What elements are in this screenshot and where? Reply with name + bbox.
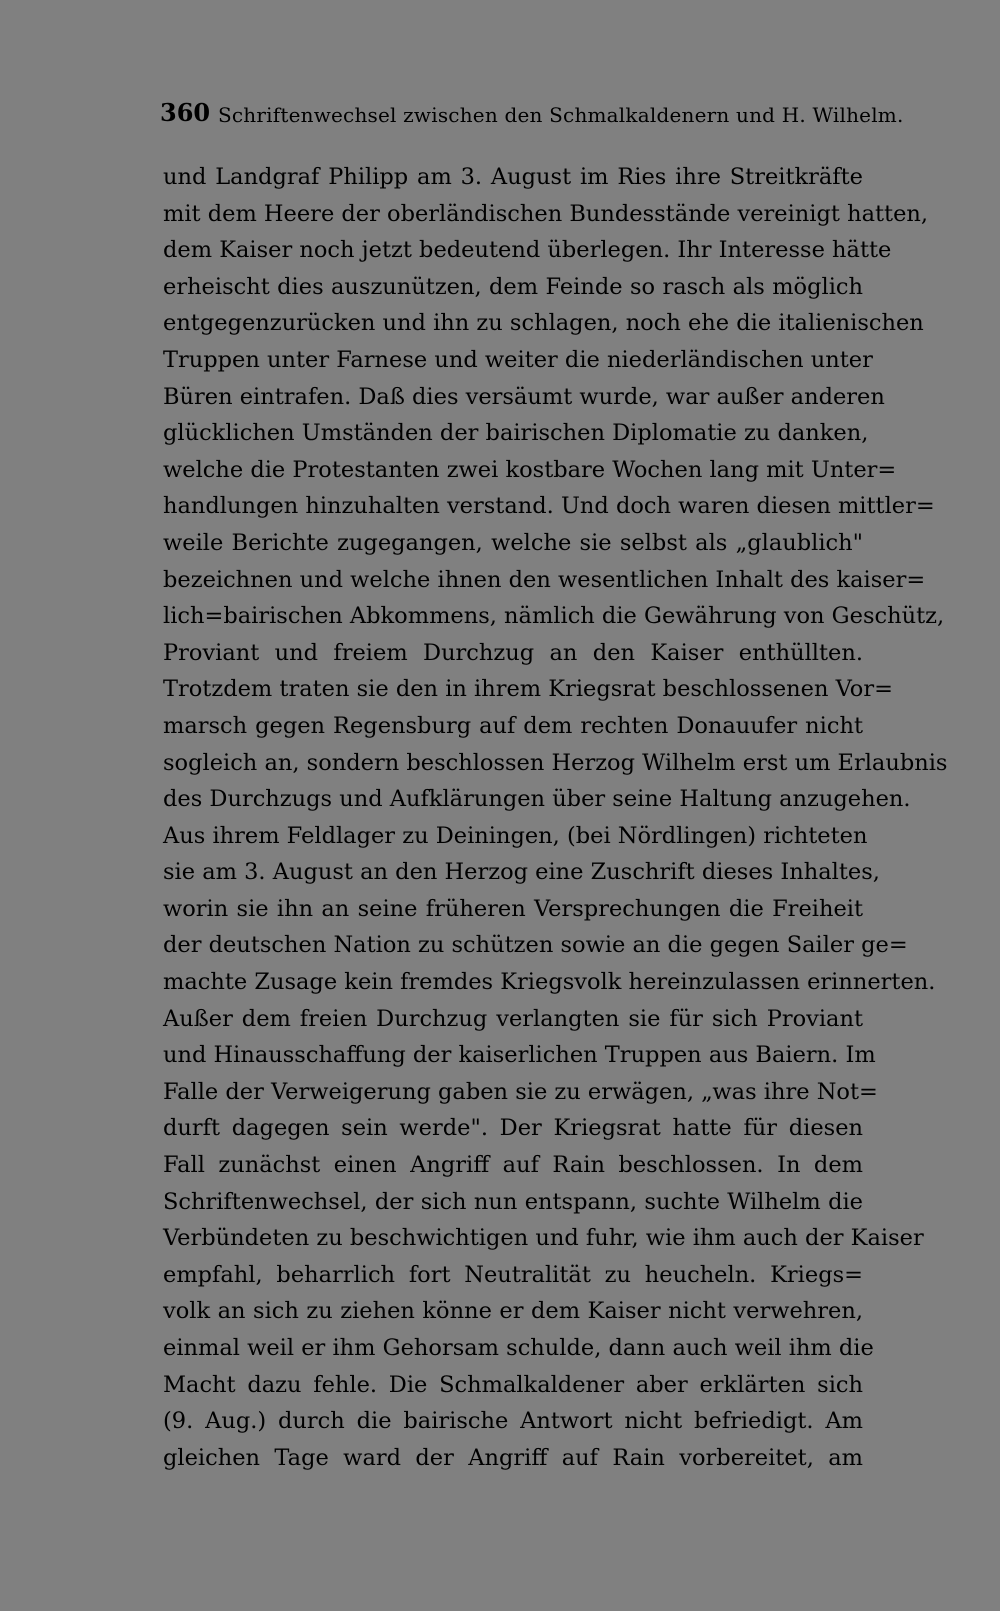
- text-line: sogleich an, sondern beschlossen Herzog Wilhelm erst um Erlaubnis: [163, 749, 948, 776]
- text-line: gleichen Tage ward der Angriff auf Rain vorbereitet, am: [163, 1444, 863, 1471]
- text-line: Schriftenwechsel, der sich nun entspann, suchte Wilhelm die: [163, 1188, 863, 1215]
- running-title: Schriftenwechsel zwischen den Schmalkaldenern und H. Wilhelm.: [218, 103, 904, 127]
- text-line: handlungen hinzuhalten verstand. Und doch waren diesen mittler=: [163, 493, 935, 520]
- text-line: volk an sich zu ziehen könne er dem Kaiser nicht verwehren,: [163, 1298, 863, 1325]
- text-line: der deutschen Nation zu schützen sowie an die gegen Sailer ge=: [163, 932, 908, 959]
- text-line: worin sie ihn an seine früheren Versprechungen die Freiheit: [163, 895, 863, 922]
- body-text: [163, 159, 948, 1476]
- text-line: bezeichnen und welche ihnen den wesentlichen Inhalt des kaiser=: [163, 566, 926, 593]
- text-line: sie am 3. August an den Herzog eine Zuschrift dieses Inhaltes,: [163, 859, 880, 886]
- page-number: 360: [160, 98, 211, 127]
- text-line: durft dagegen sein werde". Der Kriegsrat hatte für diesen: [163, 1115, 863, 1142]
- text-line: Außer dem freien Durchzug verlangten sie für sich Proviant: [163, 1005, 863, 1032]
- text-line: Aus ihrem Feldlager zu Deiningen, (bei Nördlingen) richteten: [163, 822, 868, 849]
- text-line: machte Zusage kein fremdes Kriegsvolk hereinzulassen erinnerten.: [163, 969, 936, 996]
- text-line: Falle der Verweigerung gaben sie zu erwägen, „was ihre Not=: [163, 1078, 878, 1105]
- text-line: dem Kaiser noch jetzt bedeutend überlegen. Ihr Interesse hätte: [163, 237, 892, 264]
- text-line: und Hinausschaffung der kaiserlichen Truppen aus Baiern. Im: [163, 1042, 876, 1069]
- text-line: lich=bairischen Abkommens, nämlich die Gewährung von Geschütz,: [163, 603, 945, 630]
- text-line: Proviant und freiem Durchzug an den Kaiser enthüllten.: [163, 639, 863, 666]
- text-line: des Durchzugs und Aufklärungen über seine Haltung anzugehen.: [163, 786, 911, 813]
- text-line: erheischt dies auszunützen, dem Feinde so rasch als möglich: [163, 273, 863, 300]
- text-line: Macht dazu fehle. Die Schmalkaldener aber erklärten sich: [163, 1371, 863, 1398]
- text-line: welche die Protestanten zwei kostbare Wochen lang mit Unter=: [163, 456, 897, 483]
- text-line: Truppen unter Farnese und weiter die niederländischen unter: [163, 346, 873, 373]
- text-line: glücklichen Umständen der bairischen Diplomatie zu danken,: [163, 420, 869, 447]
- text-line: (9. Aug.) durch die bairische Antwort nicht befriedigt. Am: [163, 1408, 863, 1435]
- text-line: Trotzdem traten sie den in ihrem Kriegsrat beschlossenen Vor=: [163, 676, 893, 703]
- text-line: marsch gegen Regensburg auf dem rechten Donauufer nicht: [163, 712, 863, 739]
- page-header: [160, 96, 904, 130]
- text-line: mit dem Heere der oberländischen Bundesstände vereinigt hatten,: [163, 200, 929, 227]
- text-line: weile Berichte zugegangen, welche sie selbst als „glaublich": [163, 529, 863, 556]
- text-line: einmal weil er ihm Gehorsam schulde, dann auch weil ihm die: [163, 1335, 874, 1361]
- text-line: Büren eintrafen. Daß dies versäumt wurde, war außer anderen: [163, 383, 885, 410]
- text-line: und Landgraf Philipp am 3. August im Ries ihre Streitkräfte: [163, 164, 863, 190]
- text-line: Fall zunächst einen Angriff auf Rain beschlossen. In dem: [163, 1152, 863, 1179]
- text-line: entgegenzurücken und ihn zu schlagen, noch ehe die italienischen: [163, 310, 924, 337]
- text-line: Verbündeten zu beschwichtigen und fuhr, wie ihm auch der Kaiser: [163, 1225, 924, 1252]
- text-line: empfahl, beharrlich fort Neutralität zu heucheln. Kriegs=: [163, 1261, 863, 1288]
